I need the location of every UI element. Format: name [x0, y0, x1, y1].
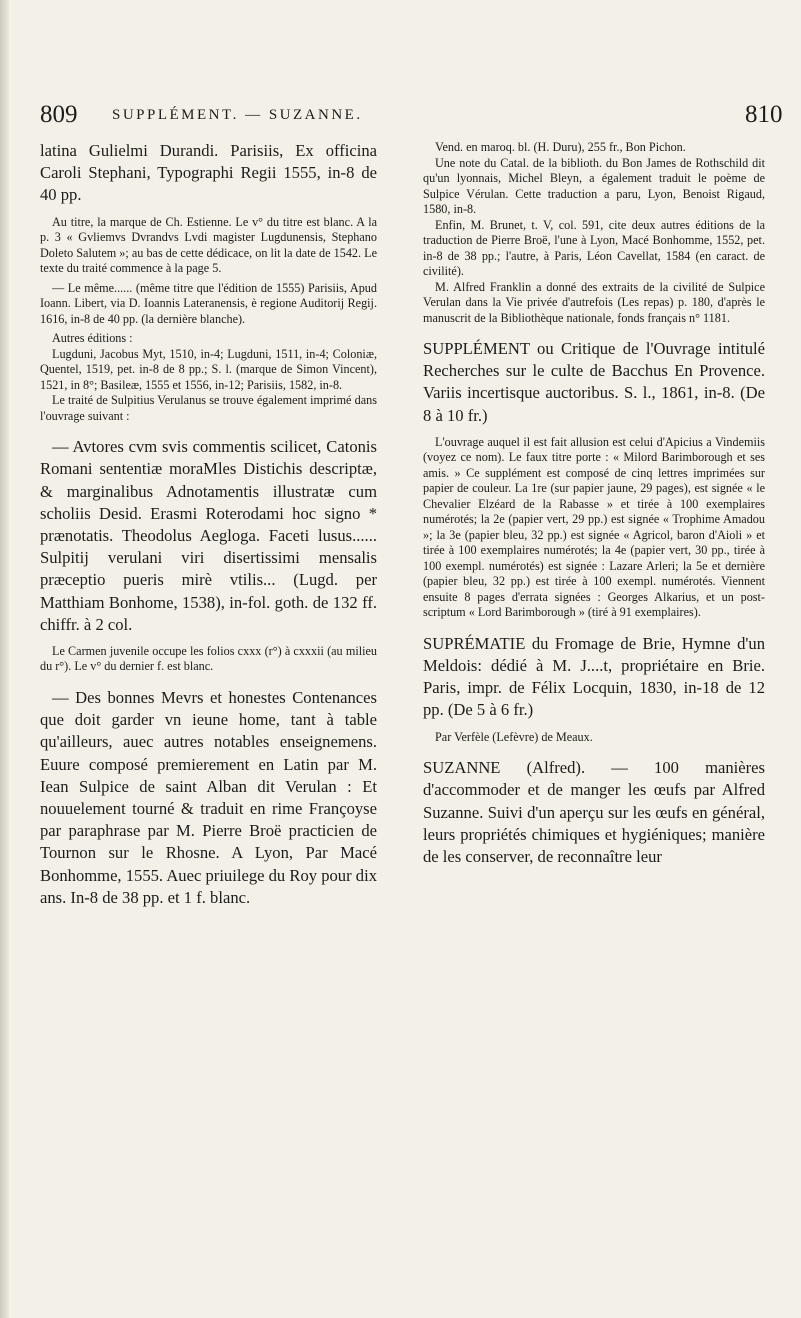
entry-avtores: — Avtores cvm svis commentis scilicet, Catonis Romani sententiæ moraMles Distichis descriptæ, & marginalibus Adnotamentis illustratæ cum scholiis Desid. Erasmi Roterodami hoc signo * prænotatis. Theodolus Aegloga. Faceti lusus...... Sulpitij verulani viri disertissimi mensalis præceptio pueris mirè vtilis... (Lugd. per Matthiam Bonhome, 1538), in-fol. goth. de 132 ff. chiffr. à 2 col. [40, 437, 377, 634]
note-other-editions: Lugduni, Jacobus Myt, 1510, in-4; Lugduni, 1511, in-4; Coloniæ, Quentel, 1519, pet. in-8 de 8 pp.; S. l. (marque de Simon Vincent), 1521, in 8°; Basileæ, 1555 et 1556, in-12; Parisiis, 1582, in-8. [40, 346, 377, 392]
note-supplement: L'ouvrage auquel il est fait allusion est celui d'Apicius a Vindemiis (voyez ce nom). Le faux titre porte : « Milord Barimborough et ses amis. » Ce supplément est composé de cinq lettres imprimées sur papier de couleur. La 1re (sur papier jaune, 29 pages), est signée « le Chevalier Elzéard de la Rabasse » et tirée à 100 exemplaires numérotés; la 2e (papier vert, 29 pp.) est signée « Trophime Amadou »; la 3e (papier bleu, 32 pp.) est signée « Agricol, baron d'Aioli » et tirée à 100 exemplaires numérotés; la 4e (papier vert, 30 pp., tirée à 100 exempl. numérotés) est signée : Lazare Arleri; la 5e et dernière (papier bleu, 32 pp.) est tirée à 100 exempl. numérotés. Viennent ensuite 8 pages d'errata signées : Georges Alkarius, et un post-scriptum « Lord Barimborough » (tiré à 91 exemplaires). [423, 434, 765, 620]
note-edition-1616: — Le même...... (même titre que l'édition de 1555) Parisiis, Apud Ioann. Libert, via D. Ioannis Lateranensis, è regione Auditorij Regij. 1616, in-8 de 40 pp. (la dernière blanche). [40, 280, 377, 326]
entry-suzanne: SUZANNE (Alfred). — 100 manières d'accommoder et de manger les œufs par Alfred Suzanne. Suivi d'un aperçu sur les œufs en général, leurs propriétés chimiques et hygiéniques; manière de les conserver, de reconnaître leur [423, 758, 765, 866]
entry-bonnes-mevrs: — Des bonnes Mevrs et honestes Contenances que doit garder vn ieune home, tant à table qu'ailleurs, auec autres notables enseignemens. Euure composé premierement en Latin par M. Iean Sulpice de saint Alban dit Verulan : Et nouuelement tourné & traduit en rime Françoyse par paraphrase par M. Pierre Broë practicien de Tournon sur le Rhosne. A Lyon, Par Macé Bonhomme, 1555. Auec priuilege du Roy pour dix ans. In-8 de 38 pp. et 1 f. blanc. [40, 687, 377, 907]
entry-suprematie: SUPRÉMATIE du Fromage de Brie, Hymne d'un Meldois: dédié à M. J....t, propriétaire en Brie. Paris, impr. de Félix Locquin, 1830, in-18 de 12 pp. (De 5 à 6 fr.) [423, 633, 765, 720]
running-title: SUPPLÉMENT. — SUZANNE. [112, 107, 363, 123]
entry-continuation: latina Gulielmi Durandi. Parisiis, Ex officina Caroli Stephani, Typographi Regii 1555, in-8 de 40 pp. [40, 141, 377, 205]
note-verulanus: Le traité de Sulpitius Verulanus se trouve également imprimé dans l'ouvrage suivant : [40, 393, 377, 423]
right-column [423, 140, 765, 868]
note-brunet: Enfin, M. Brunet, t. V, col. 591, cite deux autres éditions de la traduction de Pierre Broë, l'une à Lyon, Macé Bonhomme, 1552, pet. in-8 de 38 pp.; l'autre, à Paris, Léon Cavellat, 1584 (en caract. de civilité). [423, 217, 765, 278]
note-title-page: Au titre, la marque de Ch. Estienne. Le v° du titre est blanc. A la p. 3 « Gvliemvs Dvrandvs Lvdi magister Lugdunensis, Stephano Doleto Salutem »; au bas de cette dédicace, on lit la date de 1542. Le texte du traité commence à la page 5. [40, 214, 377, 276]
entry-supplement: SUPPLÉMENT ou Critique de l'Ouvrage intitulé Recherches sur le culte de Bacchus En Provence. Variis incertisque auctoribus. S. l., 1861, in-8. (De 8 à 10 fr.) [423, 339, 765, 425]
note-other-editions-label: Autres éditions : [52, 331, 133, 346]
scan-binding-edge [0, 0, 9, 1318]
note-franklin: M. Alfred Franklin a donné des extraits de la civilité de Sulpice Verulan dans la Vie privée d'autrefois (Les repas) p. 180, d'après le manuscrit de la Bibliothèque nationale, fonds français n° 1181. [423, 279, 765, 325]
page-number-left: 809 [40, 101, 78, 128]
note-verfele: Par Verfèle (Lefèvre) de Meaux. [435, 729, 593, 744]
page-number-right: 810 [745, 101, 783, 128]
note-carmen-juvenile: Le Carmen juvenile occupe les folios cxxx (r°) à cxxxii (au milieu du r°). Le v° du dernier f. est blanc. [40, 643, 377, 674]
note-rothschild: Une note du Catal. de la biblioth. du Bon James de Rothschild dit qu'un lyonnais, Michel Bleyn, a également traduit le poème de Sulpice Vérulan. Cette traduction a paru, Lyon, Benoist Rigaud, 1580, in-8. [423, 155, 765, 216]
page-header [0, 100, 801, 130]
note-sale: Vend. en maroq. bl. (H. Duru), 255 fr., Bon Pichon. [435, 140, 686, 154]
left-column [40, 140, 377, 909]
